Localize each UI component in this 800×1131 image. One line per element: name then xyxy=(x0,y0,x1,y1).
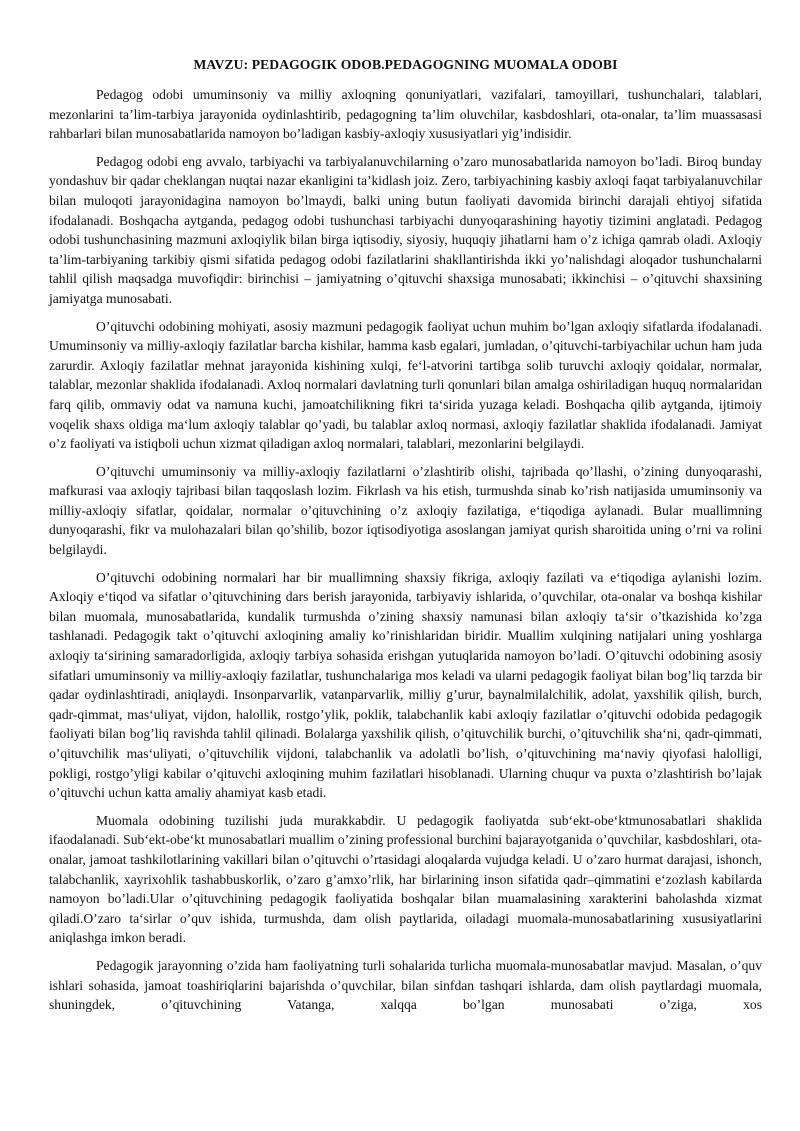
paragraph-2: Pedagog odobi eng avvalo, tarbiyachi va tarbiyalanuvchilarning o’zaro munosabatlarida namoyon bo’ladi. Biroq bunday yondashuv bir qadar cheklangan nuqtai nazar ekanligini ta’kidlash joiz. Zero, tarbiyachining kasbiy axloqi faqat tarbiyalanuvchilar bilan muloqoti jarayonidagina namoyon bo’lmaydi, balki uning butun faoliyati davomida birinchi darajali ehtiyoj sifatida ifodalanadi. Boshqacha aytganda, pedagog odobi tushunchasi tarbiyachi dunyoqarashining hayotiy tizimini anglatadi. Pedagog odobi tushunchasining mazmuni axloqiylik bilan birga iqtisodiy, siyosiy, huquqiy jihatlarni ham o’z ichiga qamrab oladi. Axloqiy ta’lim-tarbiyaning tarkibiy qismi sifatida pedagog odobi fazilatlarini shakllantirishda ikki yo’nalishdagi aloqador tushunchalarni tahlil qilish maqsadga muvofiqdir: birinchisi – jamiyatning o’qituvchi shaxsiga munosabati; ikkinchisi – o’qituvchi shaxsining jamiyatga munosabati. xyxy=(49,153,762,306)
paragraph-6: Muomala odobining tuzilishi juda murakkabdir. U pedagogik faoliyatda sub‘ekt-obe‘ktmunosabatlari shaklida ifaodalanadi. Sub‘ekt-obe‘kt munosabatlari muallim o’zining professional burchini bajarayotganida o’quvchilar, kasbdoshlari, ota-onalar, jamoat tashkilotlarining vakillari bilan o’qituvchi o’rtasidagi aloqalarda vujudga keladi. U o’zaro hurmat darajasi, ishonch, talabchanlik, xayrixohlik tashabbuskorlik, o’zaro g’amxo’rlik, har birlarining inson sifatida qadr–qimmatini e‘zozlash kabilarda namoyon bo’ladi.Ular o’qituvchining pedagogik faoliyatida boshqalar bilan muamalasining xarakterini baholashda xizmat qiladi.O’zaro ta‘sirlar o’quv ishida, turmushda, dam olish paytlarida, oiladagi muomala-munosabatlarining xususiyatlarini aniqlashga imkon beradi. xyxy=(49,812,762,946)
paragraph-1: Pedagog odobi umuminsoniy va milliy axloqning qonuniyatlari, vazifalari, tamoyillari, tushunchalari, talablari, mezonlarini ta’lim-tarbiya jarayonida oydinlashtirib, pedagogning ta’lim oluvchilar, kasbdoshlari, ota-onalar, ta’lim muassasasi rahbarlari bilan munosabatlarida namoyon bo’ladigan kasbiy-axloqiy xususiyatlari yig’indisidir. xyxy=(49,87,762,142)
paragraph-7: Pedagogik jarayonning o’zida ham faoliyatning turli sohalarida turlicha muomala-munosabatlar mavjud. Masalan, o’quv ishlari sohasida, jamoat toashiriqlarini bajarishda o’quvchilar, bilan sinfdan tashqari ishlarda, dam olish paytlardagi muomala, shuningdek, o’qituvchining Vatanga, xalqqa bo’lgan munosabati o’ziga, xos xyxy=(49,957,762,1013)
paragraph-5: O’qituvchi odobining normalari har bir muallimning shaxsiy fikriga, axloqiy fazilati va e‘tiqodiga aylanishi lozim. Axloqiy e‘tiqod va sifatlar o’qituvchining dars berish jarayonida, tarbiyaviy ishlarida, o’quvchilar, ota-onalar va boshqa kishilar bilan muomala, munosabatlarida, kundalik turmushda o’zining shaxsiy namunasi bilan axloqiy ta‘sir o’tkazishida ko’zga tashlanadi. Pedagogik takt o’qituvchi axloqining amaliy ko’rinishlaridan biridir. Muallim xulqining natijalari uning yoshlarga axloqiy ta‘sirining samaradorligida, axloqiy tarbiya sohasida erishgan yutuqlarida namoyon bo’ladi. O’qituvchi odobining asosiy sifatlari umuminsoniy va milliy-axloqiy fazilatlar, tushunchalariga mos keladi va ularni pedagogik faoliyat bilan bog’liq tarzda bir qadar oydinlashtiradi, aniqlaydi. Insonparvarlik, vatanparvarlik, milliy g’urur, baynalmilalchilik, adolat, yaxshilik qilish, burch, qadr-qimmat, mas‘uliyat, vijdon, halollik, rostgo’ylik, poklik, talabchanlik kabi axloqiy fazilatlar o’qituvchi odobida pedagogik faoliyati bilan bog’liq ravishda tahlil qilinadi. Bolalarga yaxshilik qilish, o’qituvchilik burchi, o’qituvchilik sha‘ni, qadr-qimmati, o’qituvchilik mas‘uliyati, o’qituvchilik vijdoni, talabchanlik va adolatli bo’lish, o’qituvchining ma‘naviy qiyofasi halolligi, pokligi, rostgo’yligi kabilar o’qituvchi axloqining muhim fazilatlari hisoblanadi. Ularning chuqur va puxta o’zlashtirish bo’lajak o’qituvchi uchun katta amaliy ahamiyat kasb etadi. xyxy=(49,569,762,801)
document-page xyxy=(49,57,762,1023)
paragraph-4: O’qituvchi umuminsoniy va milliy-axloqiy fazilatlarni o’zlashtirib olishi, tajribada qo’llashi, o’zining dunyoqarashi, mafkurasi vaa axloqiy tajribasi bilan taqqoslash lozim. Fikrlash va his etish, turmushda sinab ko’rish natijasida umuminsoniy va milliy-axloqiy sifatlar, qoidalar, normalar o’qituvchining o’z axloqiy fazilatiga, e‘tiqodiga aylanadi. Bular muallimning dunyoqarashi, fikr va mulohazalari bilan qo’shilib, bozor iqtisodiyotiga asoslangan jamiyat qurish sharoitida uning o’rni va rolini belgilaydi. xyxy=(49,463,762,558)
paragraph-3: O’qituvchi odobining mohiyati, asosiy mazmuni pedagogik faoliyat uchun muhim bo’lgan axloqiy sifatlarda ifodalanadi. Umuminsoniy va milliy-axloqiy fazilatlar barcha kishilar, hamma kasb egalari, jumladan, o’qituvchi-tarbiyachilar uchun ham juda zarurdir. Axloqiy fazilatlar mehnat jarayonida kishining xulqi, fe‘l-atvorini tartibga solib turuvchi axloqiy qoidalar, normalar, talablar, mezonlar shaklida ifodalanadi. Axloq normalari davlatning turli qonunlari bilan amalga oshiriladigan huquq normalaridan farq qilib, ommaviy odat va namuna kuchi, jamoatchilikning fikri ta‘sirida yuzaga keladi. Boshqacha qilib aytganda, ijtimoiy voqelik shaxs oldiga ma‘lum axloqiy talablar qo’yadi, bu talablar axloq normasi, axloqiy fazilatlar shaklida ifodalanadi. Jamiyat o’z faoliyati va istiqboli uchun xizmat qiladigan axloq normalari, talablari, mezonlarini belgilaydi. xyxy=(49,318,762,452)
document-title: MAVZU: PEDAGOGIK ODOB.PEDAGOGNING MUOMALA ODOBI xyxy=(193,57,618,72)
